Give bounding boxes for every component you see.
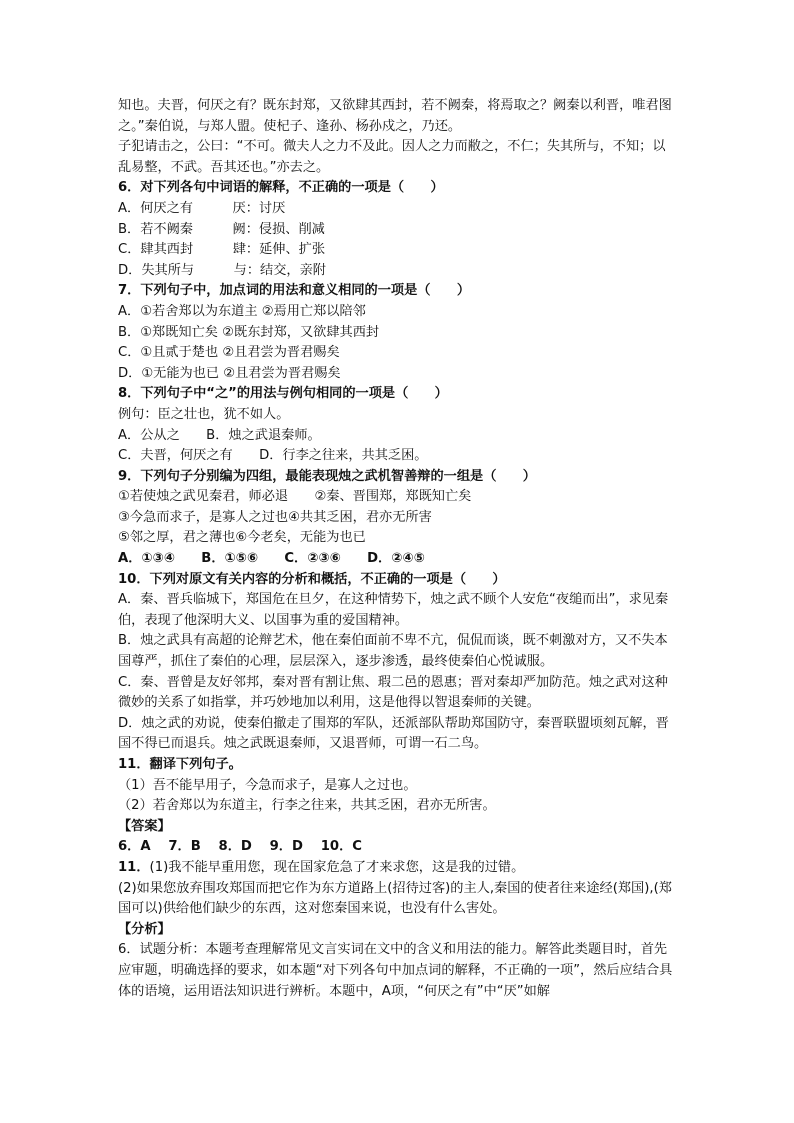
question-6-option-d: D．失其所与 与：结交，亲附 — [118, 262, 326, 278]
question-8-option-cd: C．夫晋，何厌之有 D．行李之往来，共其乏困。 — [118, 448, 428, 464]
question-7-option-c: C．①且贰于楚也 ②且君尝为晋君赐矣 — [118, 345, 340, 361]
question-10-option-b: B．烛之武具有高超的论辩艺术，他在秦伯面前不卑不亢，侃侃而谈，既不刺激对方，又不失本国尊严，抓住了秦伯的心理，层层深入，逐步渗透，最终使秦伯心悦诚服。 — [118, 633, 668, 670]
answer-11-translation-2: (2)如果您放弃围攻郑国而把它作为东方道路上(招待过客)的主人,秦国的使者往来途经(郑国),(郑国可以)供给他们缺少的东西，这对您秦国来说，也没有什么害处。 — [118, 880, 672, 917]
question-8-stem: 8．下列句子中“之”的用法与例句相同的一项是（ ） — [118, 386, 448, 402]
question-11-stem: 11．翻译下列句子。 — [118, 757, 242, 772]
answer-choices: 6．A 7．B 8．D 9．D 10．C — [118, 839, 362, 855]
passage-paragraph-1: 知也。夫晋，何厌之有？既东封郑，又欲肆其西封，若不阙秦，将焉取之？阙秦以利晋，唯君图之。”秦伯说，与郑人盟。使杞子、逢孙、杨孙戍之，乃还。 — [118, 98, 672, 134]
answer-heading: 【答案】 — [118, 818, 171, 834]
question-8-option-ab: A．公从之 B．烛之武退秦师。 — [118, 427, 321, 443]
question-9-line-2: ③今急而求子，是寡人之过也④共其乏困，君亦无所害 — [118, 509, 432, 525]
question-10-option-d: D．烛之武的劝说，使秦伯撤走了围郑的军队，还派部队帮助郑国防守，秦晋联盟顷刻瓦解，晋国不得已而退兵。烛之武既退秦师，又退晋师，可谓一石二鸟。 — [118, 715, 669, 752]
question-9-line-1: ①若使烛之武见秦君，师必退 ②秦、晋围郑，郑既知亡矣 — [118, 489, 472, 505]
question-10-option-a: A．秦、晋兵临城下，郑国危在旦夕，在这种情势下，烛之武不顾个人安危“夜缒而出”，求见秦伯，表现了他深明大义、以国事为重的爱国精神。 — [118, 592, 669, 628]
answer-11-translation-1 — [118, 858, 678, 879]
analysis-question-6: 6．试题分析：本题考查理解常见文言实词在文中的含义和用法的能力。解答此类题目时，首先应审题，明确选择的要求，如本题“对下列各句中加点词的解释，不正确的一项”，然后应结合具体的语境，运用语法知识进行辨析。本题中，A项，“何厌之有”中“厌”如解 — [118, 942, 673, 999]
question-6-option-c: C．肆其西封 肆：延伸、扩张 — [118, 242, 326, 258]
question-10-stem: 10．下列对原文有关内容的分析和概括，不正确的一项是（ ） — [118, 571, 506, 587]
question-8-example: 例句：臣之壮也，犹不如人。 — [118, 406, 290, 422]
question-6-option-a: A．何厌之有 厌：讨厌 — [118, 200, 286, 216]
question-7-option-a: A．①若舍郑以为东道主 ②焉用亡郑以陪邻 — [118, 303, 366, 319]
question-7-option-d: D．①无能为也已 ②且君尝为晋君赐矣 — [118, 365, 341, 381]
question-9-stem: 9．下列句子分别编为四组，最能表现烛之武机智善辩的一组是（ ） — [118, 468, 536, 484]
question-11-item-1: （1）吾不能早用子，今急而求子，是寡人之过也。 — [118, 777, 417, 793]
passage-paragraph-2: 子犯请击之，公曰：“不可。微夫人之力不及此。因人之力而敝之，不仁；失其所与，不知；以乱易整，不武。吾其还也。”亦去之。 — [118, 139, 666, 175]
question-6-option-b: B．若不阙秦 阙：侵损、削减 — [118, 221, 325, 237]
question-11-item-2: （2）若舍郑以为东道主，行李之往来，共其乏困，君亦无所害。 — [118, 798, 496, 814]
question-7-stem: 7．下列句子中，加点词的用法和意义相同的一项是（ ） — [118, 283, 471, 299]
question-9-line-3: ⑤邻之厚，君之薄也⑥今老矣，无能为也已 — [118, 530, 366, 546]
document-body — [118, 96, 678, 1002]
question-10-option-c: C．秦、晋曾是友好邻邦，秦对晋有割让焦、瑕二邑的恩惠；晋对秦却严加防范。烛之武对这种微妙的关系了如指掌，并巧妙地加以利用，这是他得以智退秦师的关键。 — [118, 674, 668, 711]
question-9-options: A．①③④ B．①⑤⑥ C．②③⑥ D．②④⑤ — [118, 551, 425, 567]
analysis-heading: 【分析】 — [118, 921, 171, 937]
question-7-option-b: B．①郑既知亡矣 ②既东封郑，又欲肆其西封 — [118, 324, 380, 340]
answer-11-text-1: (1)我不能早重用您，现在国家危急了才来求您，这是我的过错。 — [149, 859, 525, 875]
answer-11-label: 11． — [118, 859, 150, 875]
question-6-stem: 6．对下列各句中词语的解释，不正确的一项是（ ） — [118, 180, 444, 196]
